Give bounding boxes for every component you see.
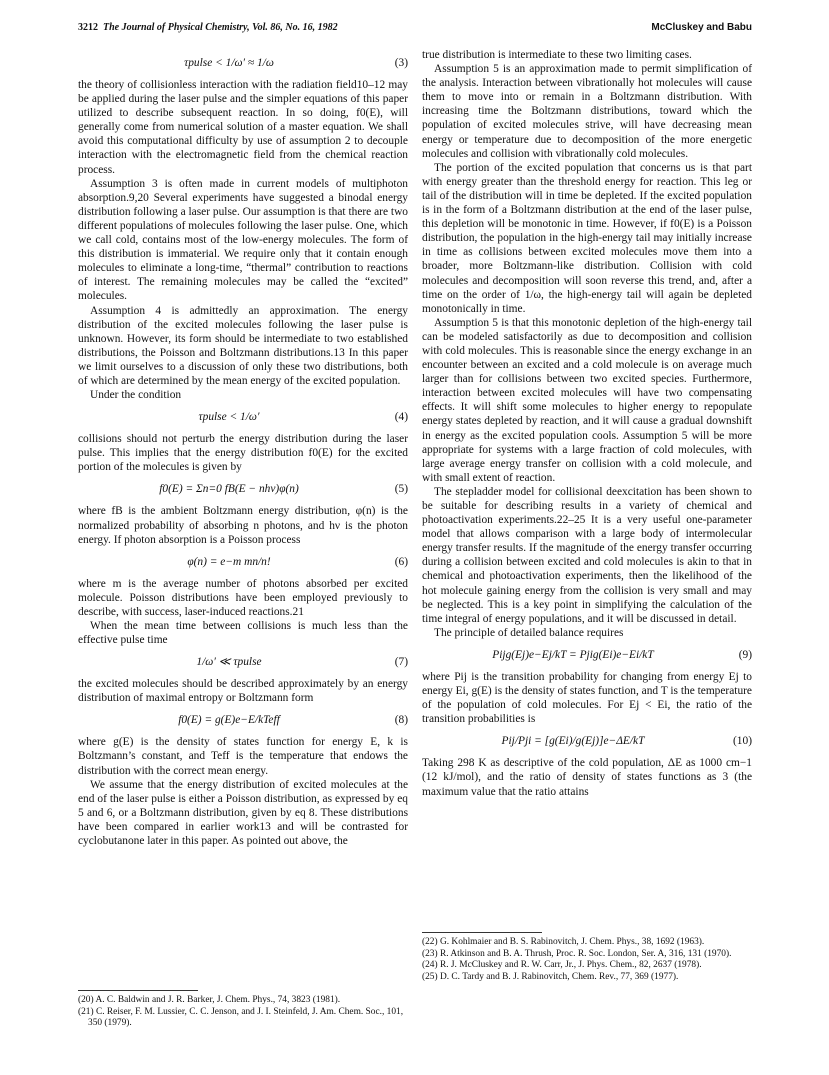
- paragraph: The stepladder model for collisional deexcitation has been shown to be suitable for describing results in a variety of chemical and photoactivation experiments.22–25 It is a very useful one-parameter model that allows comparison with a large body of intermolecular energy transfer results. If the magnitude of the energy transfer occurring during a collision between excited and cold molecules is akin to that in chemical and photoactivation experiments, then the likelihood of the hot molecule gaining energy from the collision is very small and may be neglected. This is a key point in simplifying the calculation of the time integral of energy populations, and it will be discussed in detail.: [422, 485, 752, 625]
- paragraph: the excited molecules should be described approximately by an energy distribution of maximal entropy or Boltzmann form: [78, 678, 408, 705]
- equation-number: (3): [394, 56, 408, 69]
- equation-8: [78, 707, 408, 733]
- footnote: (25) D. C. Tardy and B. J. Rabinovitch, Chem. Rev., 77, 369 (1977).: [422, 971, 679, 982]
- equation-6: [78, 549, 408, 575]
- equation-expression: 1/ω′ ≪ τpulse: [196, 656, 262, 669]
- equation-number: (7): [394, 656, 408, 669]
- paragraph: the theory of collisionless interaction with the radiation field10–12 may be applied during the laser pulse and the simpler equations of this paper utilized to describe subsequent reaction. In so doing, f0(E), will generally come from numerical solution of a master equation. We shall avoid this computational difficulty by use of assumption 2 to decouple interaction with the electromagnetic field from the chemical reaction process.: [78, 79, 408, 176]
- equation-number: (4): [394, 411, 408, 424]
- equation-expression: f0(E) = g(E)e−E/kTeff: [178, 714, 280, 727]
- equation-number: (6): [394, 555, 408, 568]
- right-column: [422, 48, 752, 799]
- footnote: (22) G. Kohlmaier and B. S. Rabinovitch, J. Chem. Phys., 38, 1692 (1963).: [422, 937, 705, 947]
- paragraph: where m is the average number of photons absorbed per excited molecule. Poisson distributions have been employed previously to describe, with success, laser-induced reactions.21: [78, 577, 408, 618]
- footnote: (24) R. J. McCluskey and R. W. Carr, Jr., J. Phys. Chem., 82, 2637 (1978).: [422, 960, 702, 970]
- equation-expression: Pijg(Ej)e−Ej/kT = Pjig(Ei)e−Ei/kT: [492, 648, 654, 661]
- paragraph: Assumption 5 is that this monotonic depletion of the high-energy tail can be modeled satisfactorily as due to decomposition and collision with cold molecules. This is reasonable since the energy exchange in an encounter between an excited and a cold molecule is on average much larger than for collisions between two excited species. Furthermore, interaction between excited molecules will have two compensating effects. It will shift some molecules to higher energy to repopulate energy states depleted by reaction, and it will cause a gradual downshift in energy as the excited population cools. Assumption 5 will be more appropriate for systems with a large fraction of cold molecules, with large average energy transfer on collision with a cold molecule, and with small extent of reaction.: [422, 316, 752, 484]
- journal-citation: The Journal of Physical Chemistry, Vol. 86, No. 16, 1982: [103, 22, 338, 33]
- left-column: [78, 48, 408, 848]
- paragraph: We assume that the energy distribution of excited molecules at the end of the laser pulse is either a Poisson distribution, as expressed by eq 5 and 6, or a Boltzmann distribution, given by eq 8. These distributions have been compared in earlier work13 and will be contrasted for cyclobutanone later in this paper. As pointed out above, the: [78, 778, 408, 848]
- equation-4: [78, 404, 408, 430]
- paragraph: Assumption 3 is often made in current models of multiphoton absorption.9,20 Several experiments have suggested a binodal energy distribution following a laser pulse. Our assumption is that there are two different populations of molecules following the laser pulse. One, which we call cold, contains most of the low-energy molecules. The form of this distribution is immaterial. We require only that it contain enough molecules to eliminate a long-time, “thermal” contribution to reactions of interest. The remaining molecules may be called the “excited” molecules.: [78, 177, 408, 303]
- page-number: 3212: [78, 22, 98, 33]
- paragraph: where Pij is the transition probability for changing from energy Ej to energy Ei, g(E) is the density of states function, and T is the temperature of the population of cold molecules. For Ej < Ei, the ratio of the transition probabilities is: [422, 670, 752, 726]
- equation-expression: τpulse < 1/ω′ ≈ 1/ω: [184, 56, 274, 69]
- paragraph: where fB is the ambient Boltzmann energy distribution, φ(n) is the normalized probability of absorbing n photons, and hν is the photon energy. If photon absorption is a Poisson process: [78, 505, 408, 546]
- running-header: [78, 22, 752, 38]
- equation-7: [78, 649, 408, 675]
- paragraph: true distribution is intermediate to these two limiting cases.: [422, 49, 692, 61]
- footnotes-left: [78, 990, 408, 1030]
- paragraph: where g(E) is the density of states function for energy E, k is Boltzmann’s constant, and Teff is the temperature that endows the distribution with the correct mean energy.: [78, 736, 408, 777]
- paragraph: Assumption 5 is an approximation made to permit simplification of the analysis. Interaction between vibrationally hot molecules will cause them to move into or remain in a Boltzmann distribution. With increasing time the Boltzmann distributions, toward which the population of excited molecules strive, will have decreasing mean energy or temperature due to decomposition of the more energetic molecules and collision with vibrationally cold molecules.: [422, 63, 752, 160]
- paragraph: The portion of the excited population that concerns us is that part with energy greater than the threshold energy for reaction. This leg or tail of the distribution will in time be depleted. If the excited population is in the form of a Boltzmann distribution at the end of the laser pulse, this depletion will be monotonic in time. However, if f0(E) is a Poisson distribution, the population in the high-energy tail may initially increase in time as collisions between excited molecules move them into a broader, more Boltzmann-like distribution. Collision with cold molecules and decomposition will soon reverse this trend, and, after a time on the order of 1/ω, the high-energy tail will again be depleted monotonically in time.: [422, 161, 752, 315]
- footnote: (23) R. Atkinson and B. A. Thrush, Proc. R. Soc. London, Ser. A, 316, 131 (1970).: [422, 948, 732, 959]
- equation-number: (9): [738, 648, 752, 661]
- footnote: (20) A. C. Baldwin and J. R. Barker, J. Chem. Phys., 74, 3823 (1981).: [78, 995, 341, 1005]
- footnotes-right: [422, 932, 752, 983]
- footnote-rule: [422, 932, 542, 933]
- header-left: [78, 22, 338, 33]
- equation-9: [422, 642, 752, 668]
- paragraph: Taking 298 K as descriptive of the cold population, ΔE as 1000 cm−1 (12 kJ/mol), and the ratio of density of states functions as 3 (the maximum value that the ratio attains: [422, 757, 752, 798]
- equation-10: [422, 728, 752, 754]
- footnote: (21) C. Reiser, F. M. Lussier, C. C. Jenson, and J. I. Steinfeld, J. Am. Chem. Soc., 101, 350 (1979).: [78, 1006, 404, 1028]
- equation-number: (8): [394, 714, 408, 727]
- paragraph: Under the condition: [90, 389, 182, 402]
- equation-expression: φ(n) = e−m mn/n!: [187, 555, 271, 568]
- equation-5: [78, 476, 408, 502]
- equation-expression: τpulse < 1/ω′: [198, 411, 260, 424]
- paragraph: collisions should not perturb the energy distribution during the laser pulse. This implies that the energy distribution f0(E) for the excited portion of the molecules is given by: [78, 433, 408, 474]
- equation-number: (10): [733, 735, 752, 748]
- paragraph: When the mean time between collisions is much less than the effective pulse time: [78, 620, 408, 647]
- header-authors: McCluskey and Babu: [651, 22, 752, 33]
- equation-expression: f0(E) = Σn=0 fB(E − nhν)φ(n): [159, 483, 299, 496]
- footnote-rule: [78, 990, 198, 991]
- equation-expression: Pij/Pji = [g(Ei)/g(Ej)]e−ΔE/kT: [501, 735, 645, 748]
- equation-number: (5): [394, 483, 408, 496]
- paragraph: The principle of detailed balance requires: [434, 626, 624, 639]
- paragraph: Assumption 4 is admittedly an approximation. The energy distribution of the excited molecules following the laser pulse is unknown. However, its form should be intermediate to two established distributions, the Poisson and Boltzmann distributions.13 In this paper we limit ourselves to a discussion of only these two distributions, both of which are determined by the mean energy of the excited population.: [78, 304, 408, 387]
- equation-3: [78, 50, 408, 76]
